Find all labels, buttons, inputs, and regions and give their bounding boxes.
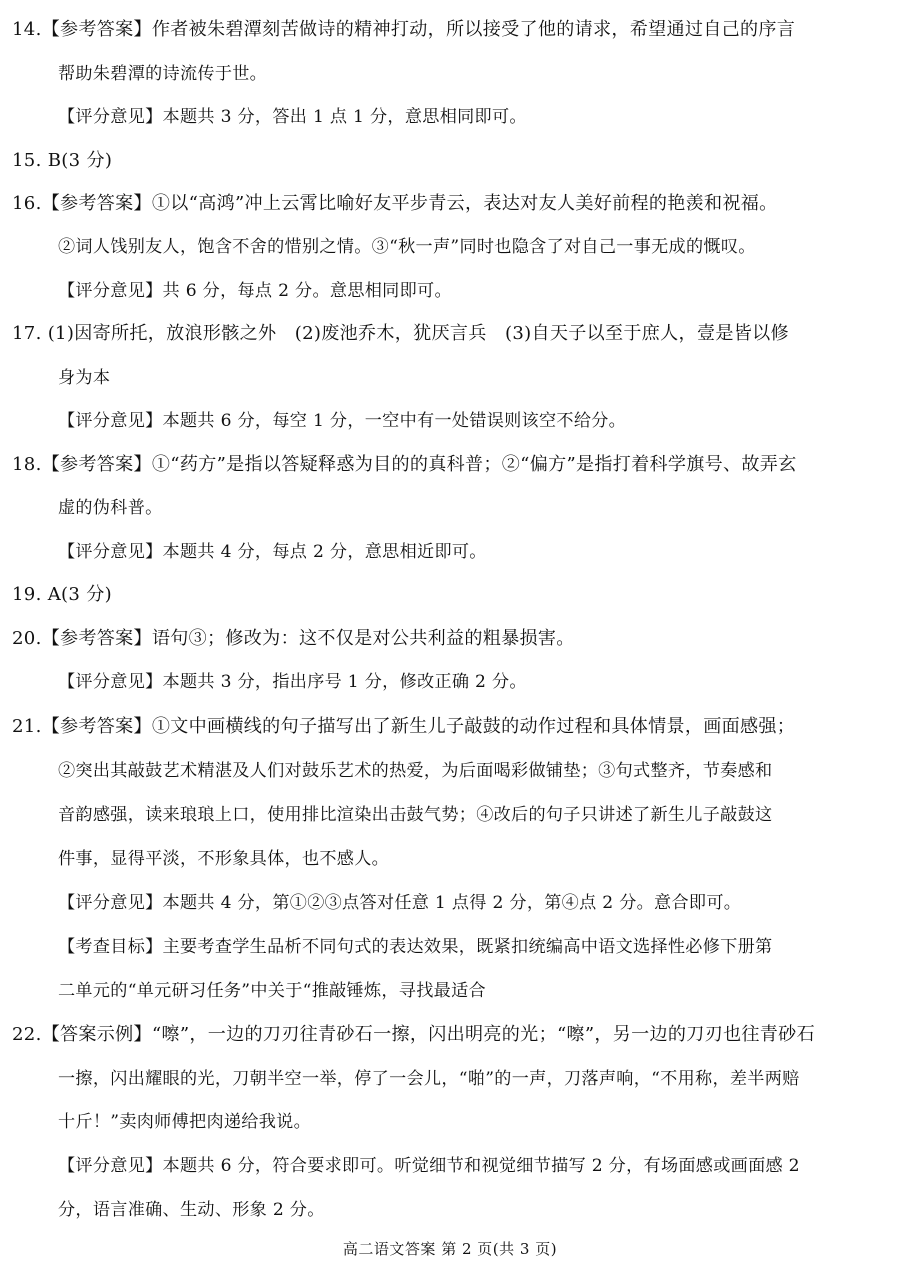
q21-objective-line1: 【考查目标】主要考查学生品析不同句式的表达效果，既紧扣统编高中语文选择性必修下册第	[58, 937, 773, 957]
q17-scoring-note: 【评分意见】本题共 6 分，每空 1 分，一空中有一处错误则该空不给分。	[58, 411, 627, 431]
q21-answer-line2: ②突出其敲鼓艺术精湛及人们对鼓乐艺术的热爱，为后面喝彩做铺垫；③句式整齐，节奏感和	[58, 761, 773, 781]
q15-answer: 15. B(3 分)	[12, 150, 113, 171]
q18-answer-line2: 虚的伪科普。	[58, 498, 163, 518]
q16-answer-line1: 16.【参考答案】①以“高鸿”冲上云霄比喻好友平步青云，表达对友人美好前程的艳羡和祝福。	[12, 193, 778, 214]
q22-answer-line2: 一擦，闪出耀眼的光，刀朝半空一举，停了一会儿，“啪”的一声，刀落声响，“不用称，差半两赔	[58, 1069, 800, 1089]
q16-answer-line2: ②词人饯别友人，饱含不舍的惜别之情。③“秋一声”同时也隐含了对自己一事无成的慨叹。	[58, 237, 756, 257]
q21-answer-line1: 21.【参考答案】①文中画横线的句子描写出了新生儿子敲鼓的动作过程和具体情景，画面感强；	[12, 716, 796, 737]
q17-answer-line1: 17. (1)因寄所托，放浪形骸之外 (2)废池乔木，犹厌言兵 (3)自天子以至于庶人，壹是皆以修	[12, 323, 789, 344]
q14-scoring-note: 【评分意见】本题共 3 分，答出 1 点 1 分，意思相同即可。	[58, 107, 527, 127]
q14-answer-line2: 帮助朱碧潭的诗流传于世。	[58, 64, 268, 84]
q21-scoring-note: 【评分意见】本题共 4 分，第①②③点答对任意 1 点得 2 分，第④点 2 分。意合即可。	[58, 893, 742, 913]
q21-answer-line3: 音韵感强，读来琅琅上口，使用排比渲染出击鼓气势；④改后的句子只讲述了新生儿子敲鼓这	[58, 805, 773, 825]
q18-scoring-note: 【评分意见】本题共 4 分，每点 2 分，意思相近即可。	[58, 542, 487, 562]
q22-answer-line1: 22.【答案示例】“嚓”，一边的刀刃往青砂石一擦，闪出明亮的光；“嚓”，另一边的刀刃也往青砂石	[12, 1024, 815, 1045]
q22-scoring-note-line2: 分，语言准确、生动、形象 2 分。	[58, 1200, 325, 1220]
q22-scoring-note-line1: 【评分意见】本题共 6 分，符合要求即可。听觉细节和视觉细节描写 2 分，有场面感或画面感 2	[58, 1156, 800, 1176]
q22-answer-line3: 十斤！”卖肉师傅把肉递给我说。	[58, 1112, 312, 1132]
q19-answer: 19. A(3 分)	[12, 584, 112, 605]
q17-answer-line2: 身为本	[58, 368, 111, 388]
q20-scoring-note: 【评分意见】本题共 3 分，指出序号 1 分，修改正确 2 分。	[58, 672, 527, 692]
q14-answer-line1: 14.【参考答案】作者被朱碧潭刻苦做诗的精神打动，所以接受了他的请求，希望通过自己的序言	[12, 19, 796, 40]
q21-objective-line2: 二单元的“单元研习任务”中关于“推敲锤炼，寻找最适合	[58, 981, 486, 1001]
q21-answer-line4: 件事，显得平淡，不形象具体，也不感人。	[58, 849, 390, 869]
page-footer: 高二语文答案 第 2 页(共 3 页)	[342, 1240, 558, 1258]
q16-scoring-note: 【评分意见】共 6 分，每点 2 分。意思相同即可。	[58, 281, 452, 301]
q20-answer: 20.【参考答案】语句③；修改为：这不仅是对公共利益的粗暴损害。	[12, 628, 575, 649]
q18-answer-line1: 18.【参考答案】①“药方”是指以答疑释惑为目的的真科普；②“偏方”是指打着科学旗号、故弄玄	[12, 454, 797, 475]
